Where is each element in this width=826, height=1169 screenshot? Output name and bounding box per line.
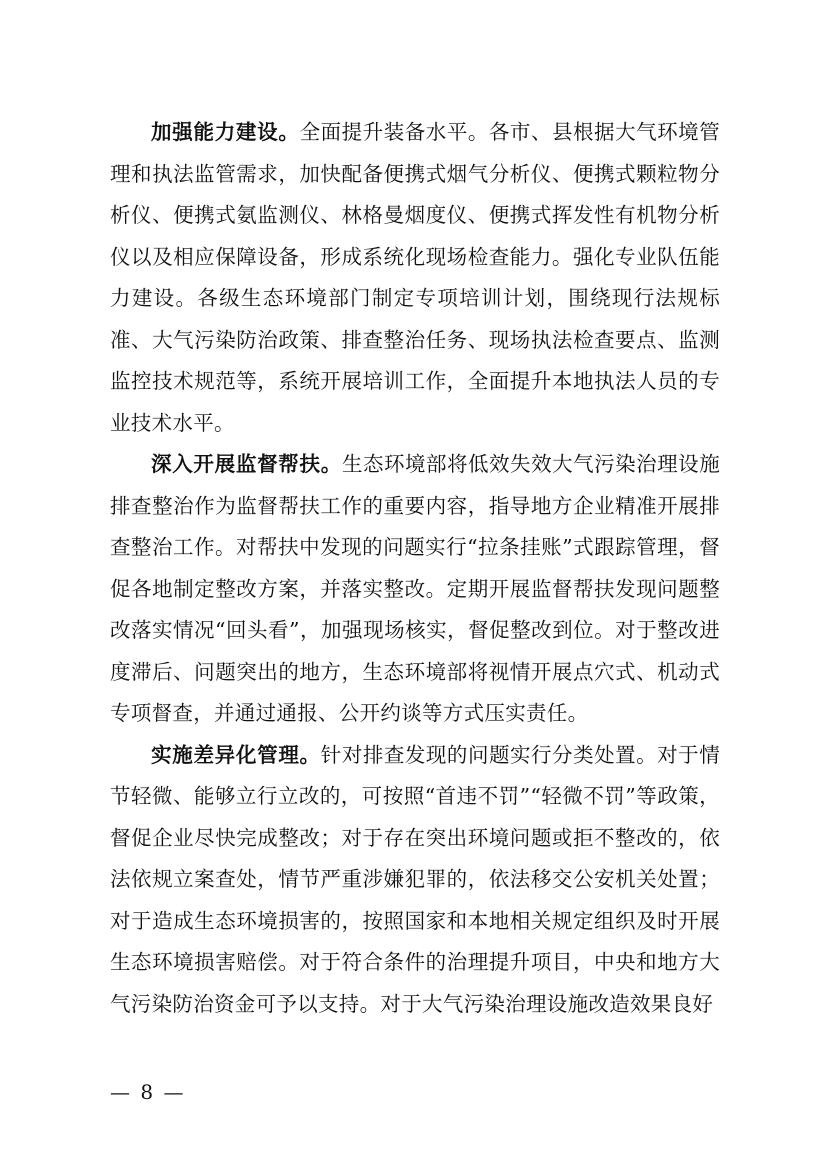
paragraph-text: 针对排查发现的问题实行分类处置。对于情节轻微、能够立行立改的，可按照“首违不罚”“轻微不罚”等政策，督促企业尽快完成整改；对于存在突出环境问题或拒不整改的，依法依规立案查处，情节严重涉嫌犯罪的，依法移交公安机关处置；对于造成生态环境损害的，按照国家和本地相关规定组织及时开展生态环境损害赔偿。对于符合条件的治理提升项目，中央和地方大气污染防治资金可予以支持。对于大气污染治理设施改造效果良好 [110, 742, 721, 1016]
paragraph-text: 生态环境部将低效失效大气污染治理设施排查整治作为监督帮扶工作的重要内容，指导地方企业精准开展排查整治工作。对帮扶中发现的问题实行“拉条挂账”式跟踪管理，督促各地制定整改方案，并落实整改。定期开展监督帮扶发现问题整改落实情况“回头看”，加强现场核实，督促整改到位。对于整改进度滞后、问题突出的地方，生态环境部将视情开展点穴式、机动式专项督查，并通过通报、公开约谈等方式压实责任。 [110, 452, 720, 725]
paragraph-text: 全面提升装备水平。各市、县根据大气环境管理和执法监管需求，加快配备便携式烟气分析仪、便携式颗粒物分析仪、便携式氨监测仪、林格曼烟度仪、便携式挥发性有机物分析仪以及相应保障设备，形成系统化现场检查能力。强化专业队伍能力建设。各级生态环境部门制定专项培训计划，围绕现行法规标准、大气污染防治政策、排查整治任务、现场执法检查要点、监测监控技术规范等，系统开展培训工作，全面提升本地执法人员的专业技术水平。 [110, 120, 721, 435]
paragraph-lead-heading: 实施差异化管理。 [151, 742, 321, 767]
page-number: — 8 — [110, 1080, 186, 1104]
paragraph-lead-heading: 加强能力建设。 [151, 120, 300, 144]
paragraph-capacity-building [110, 112, 720, 444]
paragraph-differentiated-management [110, 735, 720, 1026]
paragraph-supervision-assistance [110, 444, 720, 735]
paragraph-lead-heading: 深入开展监督帮扶。 [151, 452, 342, 476]
document-body [110, 112, 720, 1025]
